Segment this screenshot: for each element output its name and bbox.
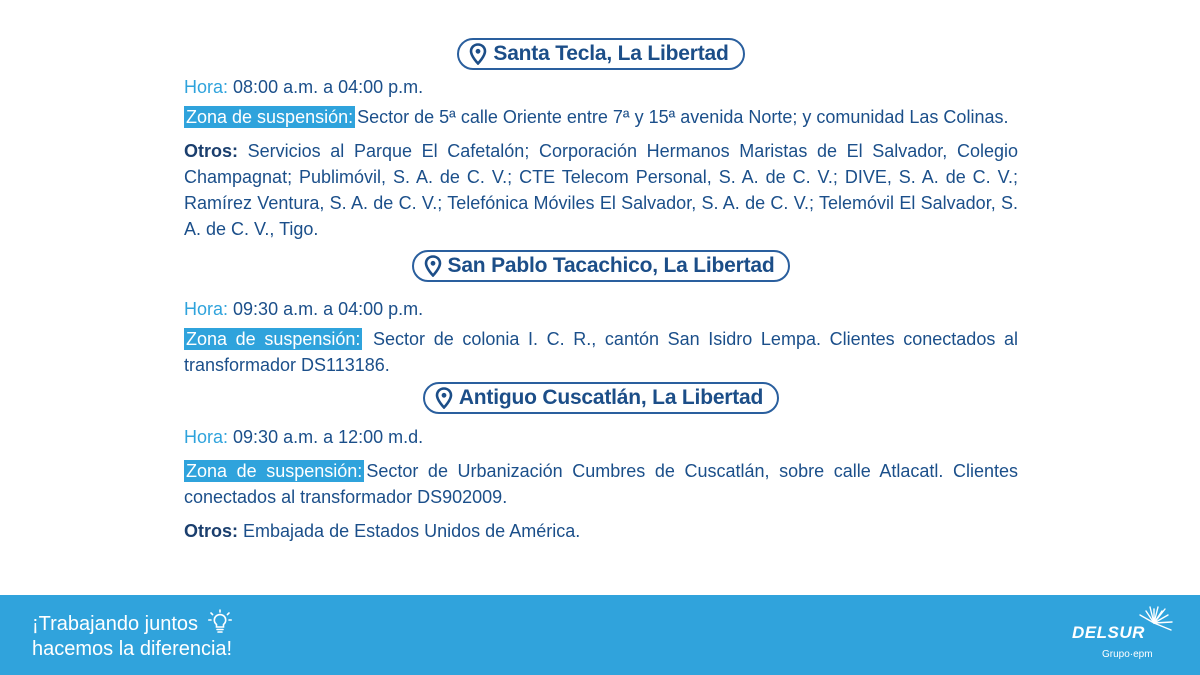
location-name: Antiguo Cuscatlán, La Libertad xyxy=(458,386,764,409)
location-pin-icon xyxy=(424,255,442,277)
hora-value: 08:00 a.m. a 04:00 p.m. xyxy=(233,77,424,97)
delsur-logo xyxy=(1072,605,1182,667)
otros-line xyxy=(184,518,1018,544)
zona-label: Zona de suspensión: xyxy=(186,329,361,349)
outage-notice xyxy=(184,38,1018,544)
otros-value: Servicios al Parque El Cafetalón; Corporación Hermanos Maristas de El Salvador, Colegio Champagnat; Publimóvil, S. A. de C. V.; CTE Telecom Personal, S. A. de C. V.; DIVE, S. A. de C. V.; Ramírez Ventura, S. A. de C. V.; Telefónica Móviles El Salvador, S. A. de C. V.; Telemóvil El Salvador, S. A. de C. V., Tigo. xyxy=(184,141,1018,239)
location-pill xyxy=(423,382,779,414)
otros-label: Otros: xyxy=(184,521,238,541)
zona-label: Zona de suspensión: xyxy=(186,461,363,481)
zona-line xyxy=(184,458,1018,510)
location-pin-icon xyxy=(435,387,453,409)
hora-line xyxy=(184,74,1018,100)
section-antiguo-cuscatlan xyxy=(184,382,1018,414)
zona-value: Sector de Urbanización Cumbres de Cuscatlán, sobre calle Atlacatl. Clientes conectados al transformador DS902009. xyxy=(184,461,1018,507)
lightbulb-icon xyxy=(208,609,232,635)
hora-line xyxy=(184,296,1018,322)
location-pill xyxy=(457,38,744,70)
hora-label: Hora: xyxy=(184,77,229,97)
hora-line xyxy=(184,424,1018,450)
zona-label: Zona de suspensión: xyxy=(186,107,354,127)
otros-value: Embajada de Estados Unidos de América. xyxy=(243,521,581,541)
slogan xyxy=(32,609,232,662)
zona-value: Sector de colonia I. C. R., cantón San Isidro Lempa. Clientes conectados al transformador DS113186. xyxy=(184,329,1018,375)
location-name: San Pablo Tacachico, La Libertad xyxy=(447,254,775,277)
location-pill xyxy=(412,250,791,282)
hora-value: 09:30 a.m. a 12:00 m.d. xyxy=(233,427,424,447)
slogan-line-2: hacemos la diferencia! xyxy=(32,638,233,660)
hora-value: 09:30 a.m. a 04:00 p.m. xyxy=(233,299,424,319)
footer-bar xyxy=(0,595,1200,675)
otros-line xyxy=(184,138,1018,242)
hora-label: Hora: xyxy=(184,299,229,319)
zona-value: Sector de 5ª calle Oriente entre 7ª y 15ª avenida Norte; y comunidad Las Colinas. xyxy=(357,107,1009,127)
otros-label: Otros: xyxy=(184,141,238,161)
zona-line xyxy=(184,326,1018,378)
location-name: Santa Tecla, La Libertad xyxy=(493,42,729,65)
zona-line xyxy=(184,104,1018,130)
section-santa-tecla xyxy=(184,38,1018,70)
location-pin-icon xyxy=(469,43,487,65)
logo-wordmark: DELSUR xyxy=(1072,623,1145,642)
section-san-pablo-tacachico xyxy=(184,250,1018,282)
logo-subtitle: Grupo·epm xyxy=(1102,649,1153,660)
slogan-line-1: ¡Trabajando juntos xyxy=(32,613,199,635)
hora-label: Hora: xyxy=(184,427,229,447)
